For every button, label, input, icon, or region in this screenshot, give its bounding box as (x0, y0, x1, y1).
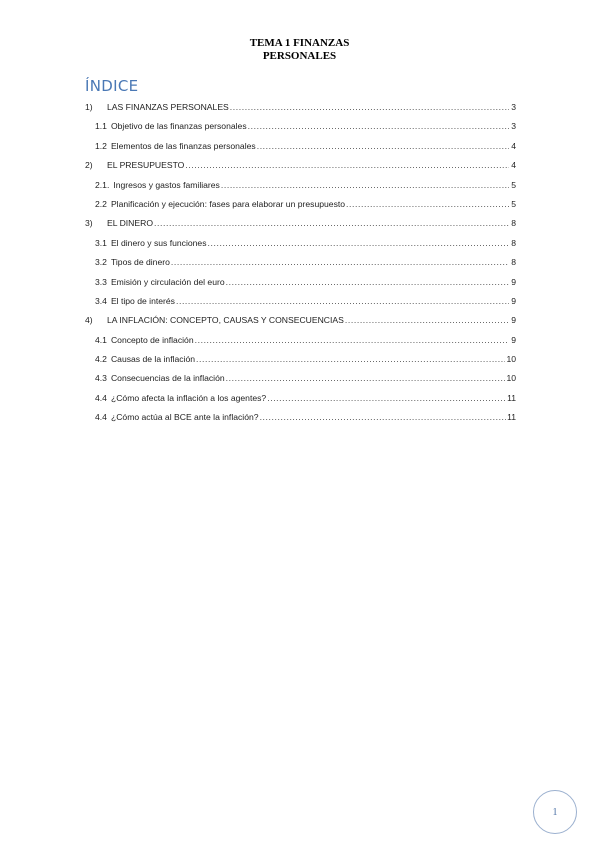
toc-entry[interactable] (85, 311, 516, 330)
toc-number: 3.2 (95, 257, 107, 268)
toc-leader-dots (345, 311, 509, 330)
index-heading: ÍNDICE (85, 77, 139, 95)
toc-number: 4.2 (95, 354, 107, 365)
title-line-2: PERSONALES (262, 50, 337, 62)
toc-page-number: 11 (507, 412, 516, 423)
toc-page-number: 3 (511, 102, 516, 112)
toc-number: 4) (85, 315, 93, 326)
page-number: 1 (552, 806, 558, 818)
toc-leader-dots (221, 176, 509, 195)
toc-leader-dots (267, 389, 506, 408)
toc-title: Emisión y circulación del euro (110, 276, 225, 287)
toc-number: 2) (85, 160, 93, 171)
toc-title: Concepto de inflación (110, 334, 194, 345)
toc-page-number: 11 (507, 392, 516, 403)
toc-title: EL PRESUPUESTO (107, 160, 185, 171)
toc-title: ¿Cómo actúa al BCE ante la inflación? (110, 412, 259, 423)
toc-entry[interactable] (85, 292, 516, 311)
toc-leader-dots (171, 253, 509, 272)
toc-page-number: 8 (511, 218, 516, 229)
toc-title: Causas de la inflación (110, 354, 196, 365)
toc-leader-dots (226, 369, 506, 388)
toc-entry[interactable] (85, 408, 516, 427)
toc-page-number: 4 (511, 140, 516, 151)
toc-title: Consecuencias de la inflación (110, 373, 225, 384)
toc-page-number: 5 (511, 179, 516, 190)
toc-title: Objetivo de las finanzas personales (110, 121, 247, 132)
toc-entry[interactable] (85, 195, 516, 214)
toc-entry[interactable] (85, 234, 516, 253)
document-title (0, 37, 599, 63)
toc-leader-dots (185, 156, 509, 175)
toc-page-number: 10 (506, 373, 516, 384)
title-line-1: TEMA 1 FINANZAS (249, 37, 350, 49)
toc-title: Elementos de las finanzas personales (110, 140, 256, 151)
toc-title: El dinero y sus funciones (110, 237, 207, 248)
toc-entry[interactable] (85, 273, 516, 292)
toc-number: 3.4 (95, 295, 107, 306)
toc-title: Ingresos y gastos familiares (113, 179, 220, 190)
toc-number: 3.3 (95, 276, 107, 287)
toc-number: 4.1 (95, 334, 107, 345)
toc-title: EL DINERO (107, 218, 154, 229)
toc-page-number: 8 (511, 257, 516, 268)
toc-entry[interactable] (85, 156, 516, 175)
toc-leader-dots (260, 408, 507, 427)
toc-entry[interactable] (85, 176, 516, 195)
toc-page-number: 9 (511, 334, 516, 345)
toc-page-number: 5 (511, 198, 516, 209)
toc-number: 1) (85, 102, 93, 112)
toc-title: ¿Cómo afecta la inflación a los agentes? (110, 392, 267, 403)
toc-page-number: 9 (511, 295, 516, 306)
toc-leader-dots (208, 234, 510, 253)
toc-entry[interactable] (85, 137, 516, 156)
toc-entry[interactable] (85, 253, 516, 272)
toc-entry[interactable] (85, 214, 516, 233)
toc-page-number: 8 (511, 237, 516, 248)
toc-page-number: 9 (511, 315, 516, 326)
toc-entry[interactable] (85, 117, 516, 136)
toc-number: 3) (85, 218, 93, 229)
toc-leader-dots (196, 350, 505, 369)
toc-title: El tipo de interés (110, 295, 175, 306)
toc-page-number: 10 (506, 354, 516, 365)
toc-leader-dots (226, 273, 509, 292)
toc-page-number: 3 (511, 121, 516, 132)
toc-title: LA INFLACIÓN: CONCEPTO, CAUSAS Y CONSECUENCIAS (107, 315, 344, 326)
toc-title: Planificación y ejecución: fases para elaborar un presupuesto (110, 198, 346, 209)
table-of-contents (85, 98, 516, 428)
toc-leader-dots (230, 98, 509, 117)
toc-number: 4.3 (95, 373, 107, 384)
toc-number: 1.1 (95, 121, 107, 132)
toc-entry[interactable] (85, 369, 516, 388)
toc-title: LAS FINANZAS PERSONALES (107, 102, 229, 112)
toc-number: 1.2 (95, 140, 107, 151)
toc-leader-dots (176, 292, 509, 311)
toc-page-number: 9 (511, 276, 516, 287)
toc-leader-dots (257, 137, 509, 156)
toc-leader-dots (195, 331, 509, 350)
toc-number: 4.4 (95, 412, 107, 423)
toc-entry[interactable] (85, 389, 516, 408)
toc-leader-dots (346, 195, 509, 214)
toc-entry[interactable] (85, 350, 516, 369)
toc-number: 2.1. (95, 179, 110, 190)
toc-entry[interactable] (85, 331, 516, 350)
page-number-badge (533, 790, 577, 834)
toc-page-number: 4 (511, 160, 516, 171)
toc-number: 4.4 (95, 392, 107, 403)
toc-entry[interactable] (85, 98, 516, 117)
toc-number: 2.2 (95, 198, 107, 209)
toc-number: 3.1 (95, 237, 107, 248)
toc-title: Tipos de dinero (110, 257, 170, 268)
toc-leader-dots (154, 214, 509, 233)
toc-leader-dots (248, 117, 509, 136)
